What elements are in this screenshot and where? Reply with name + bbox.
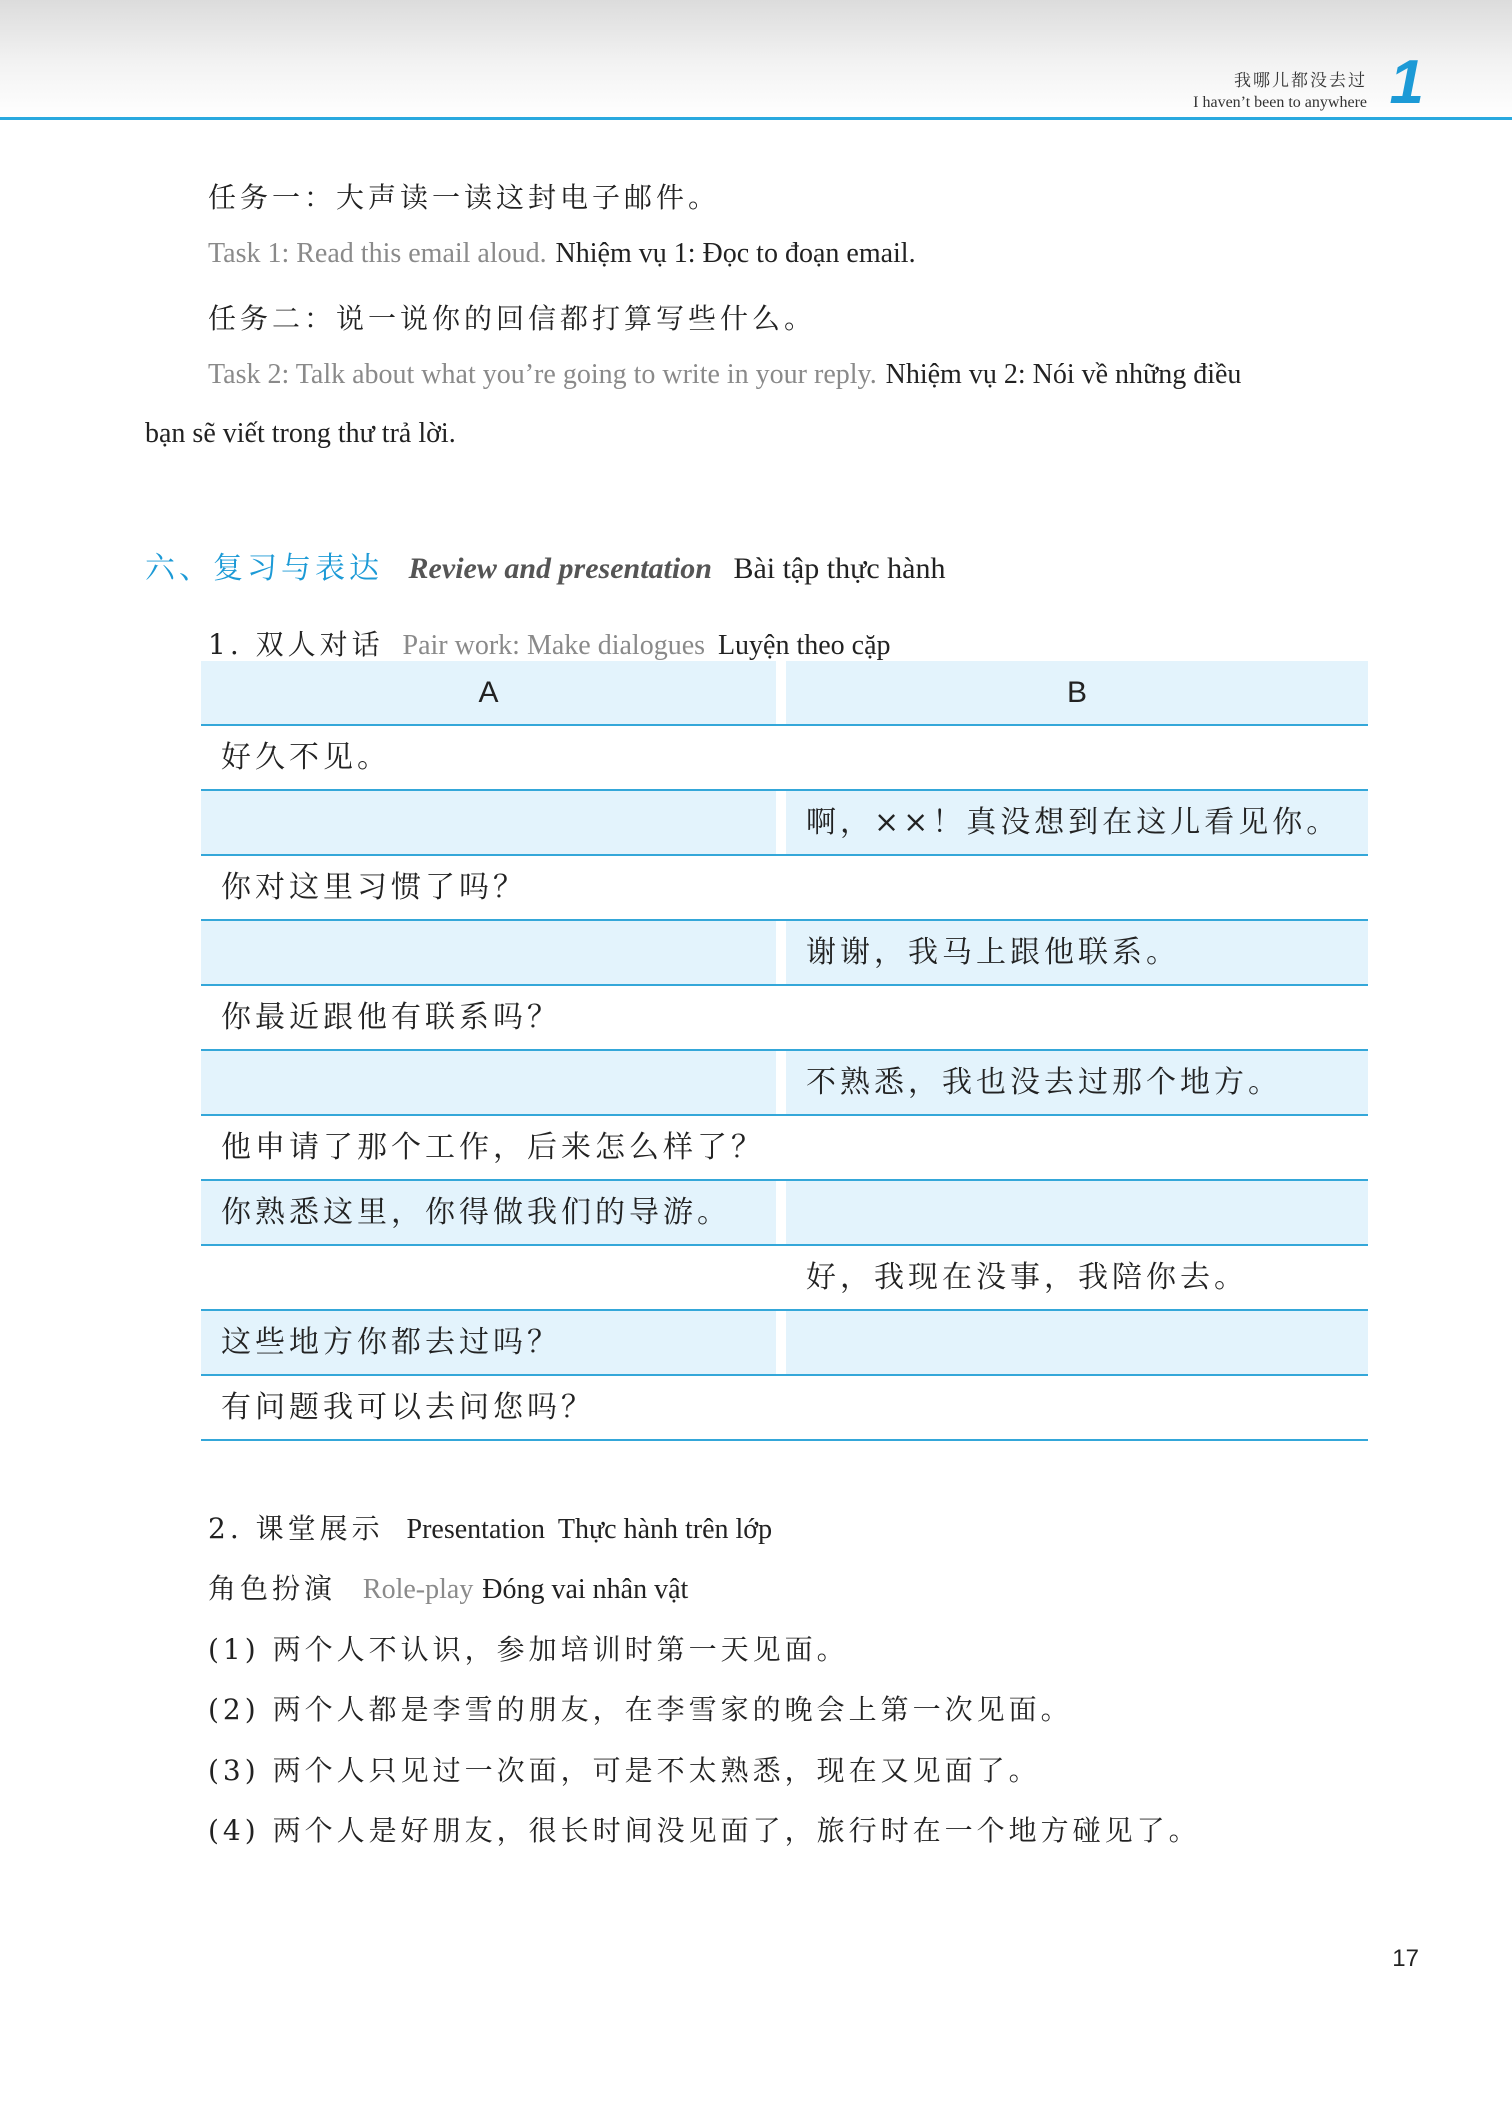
section-title-cn: 六、复习与表达: [145, 551, 383, 586]
table-row: [201, 1181, 1368, 1246]
table-row: [201, 986, 1368, 1051]
cell-b: [786, 1311, 1368, 1374]
table-row: [201, 1051, 1368, 1116]
chapter-number: 1: [1389, 48, 1424, 117]
chapter-title-en: I haven’t been to anywhere: [1193, 94, 1367, 111]
task2-cn: 任务二：说一说你的回信都打算写些什么。: [208, 302, 817, 335]
roleplay-vi: Đóng vai nhân vật: [482, 1574, 689, 1605]
cell-a: [201, 921, 776, 984]
cell-b: 谢谢，我马上跟他联系。: [786, 921, 1368, 984]
exercise1-heading-cn: 1. 双人对话: [208, 628, 384, 661]
cell-a: 他申请了那个工作，后来怎么样了？: [221, 1130, 765, 1165]
cell-b: 好，我现在没事，我陪你去。: [806, 1260, 1248, 1295]
table-header-row: [201, 661, 1368, 726]
cell-a: 这些地方你都去过吗？: [201, 1311, 776, 1374]
task2-line: [208, 357, 1241, 391]
cell-a: [201, 791, 776, 854]
cell-b: [786, 1376, 1368, 1439]
cell-b: 啊，××！真没想到在这儿看见你。: [786, 791, 1368, 854]
cell-b: [786, 986, 1368, 1049]
exercise1-heading-en: Pair work: Make dialogues: [402, 630, 706, 661]
cell-a: 好久不见。: [221, 740, 391, 775]
dialogue-table: [201, 661, 1368, 1441]
table-row: [201, 726, 1368, 791]
roleplay-en: Role-play: [362, 1574, 474, 1605]
column-header-a: A: [201, 661, 776, 724]
list-item: (2) 两个人都是李雪的朋友，在李雪家的晚会上第一次见面。: [208, 1693, 1073, 1726]
exercise2-heading-cn: 2. 课堂展示: [208, 1512, 384, 1545]
table-row: [201, 1311, 1368, 1376]
task1-en: Task 1: Read this email aloud.: [208, 238, 547, 269]
column-header-b: B: [786, 661, 1368, 724]
page-number: 17: [1392, 1945, 1419, 1972]
task2-en: Task 2: Talk about what you’re going to write in your reply.: [208, 359, 877, 390]
task1-cn: 任务一：大声读一读这封电子邮件。: [208, 181, 721, 214]
cell-a: 你熟悉这里，你得做我们的导游。: [201, 1181, 776, 1244]
exercise2-heading-en: Presentation: [406, 1514, 545, 1545]
exercise1-heading: [208, 623, 891, 663]
cell-b: [786, 856, 1368, 919]
cell-a: [201, 1246, 776, 1309]
task1-line: [208, 236, 916, 270]
cell-b: [786, 1116, 1368, 1179]
header-divider: [0, 117, 1512, 120]
table-row: [201, 791, 1368, 856]
table-row: [201, 856, 1368, 921]
task2-vi-cont: bạn sẽ viết trong thư trả lời.: [145, 418, 456, 449]
task1-vi: Nhiệm vụ 1: Đọc to đoạn email.: [555, 238, 916, 269]
table-row: [201, 1116, 1368, 1181]
table-row: [201, 1376, 1368, 1441]
cell-b: [786, 1181, 1368, 1244]
cell-b: 不熟悉，我也没去过那个地方。: [786, 1051, 1368, 1114]
list-item: (1) 两个人不认识，参加培训时第一天见面。: [208, 1633, 849, 1666]
task2-vi: Nhiệm vụ 2: Nói về những điều: [885, 359, 1242, 390]
exercise2-heading-vi: Thực hành trên lớp: [557, 1514, 773, 1545]
chapter-title-cn: 我哪儿都没去过: [1234, 71, 1367, 91]
roleplay-heading: [208, 1567, 688, 1607]
cell-a: [201, 1051, 776, 1114]
list-item: (3) 两个人只见过一次面，可是不太熟悉，现在又见面了。: [208, 1754, 1041, 1787]
section-title: [145, 543, 945, 587]
cell-b: [786, 726, 1368, 789]
cell-a: 有问题我可以去问您吗？: [221, 1390, 595, 1425]
exercise1-heading-vi: Luyện theo cặp: [717, 630, 891, 661]
section-title-vi: Bài tập thực hành: [733, 552, 946, 585]
exercise2-heading: [208, 1507, 772, 1547]
cell-a: 你最近跟他有联系吗？: [221, 1000, 561, 1035]
list-item: (4) 两个人是好朋友，很长时间没见面了，旅行时在一个地方碰见了。: [208, 1814, 1201, 1847]
table-row: [201, 1246, 1368, 1311]
cell-a: 你对这里习惯了吗？: [221, 870, 527, 905]
section-title-en: Review and presentation: [408, 552, 712, 585]
roleplay-cn: 角色扮演: [208, 1572, 337, 1605]
table-row: [201, 921, 1368, 986]
